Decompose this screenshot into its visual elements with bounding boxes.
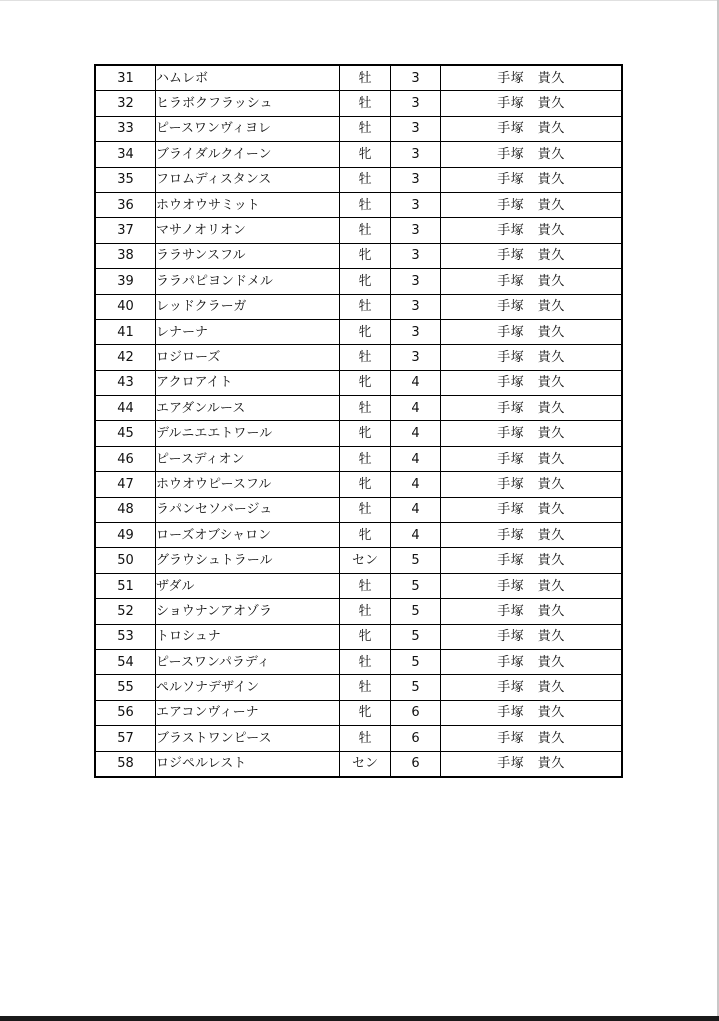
horse-sex: 牡 bbox=[340, 294, 391, 319]
horse-sex: 牝 bbox=[340, 523, 391, 548]
horse-number: 45 bbox=[95, 421, 156, 446]
horse-number: 55 bbox=[95, 675, 156, 700]
horse-number: 43 bbox=[95, 370, 156, 395]
table-row bbox=[95, 91, 622, 116]
horse-age: 3 bbox=[391, 116, 441, 141]
trainer-name: 手塚 貴久 bbox=[441, 218, 623, 243]
trainer-name: 手塚 貴久 bbox=[441, 446, 623, 471]
horse-sex: 牝 bbox=[340, 370, 391, 395]
horse-sex: 牡 bbox=[340, 726, 391, 751]
horse-number: 37 bbox=[95, 218, 156, 243]
table-row bbox=[95, 218, 622, 243]
horse-sex: 牝 bbox=[340, 269, 391, 294]
horse-age: 4 bbox=[391, 370, 441, 395]
horse-number: 49 bbox=[95, 523, 156, 548]
horse-number: 52 bbox=[95, 599, 156, 624]
trainer-name: 手塚 貴久 bbox=[441, 116, 623, 141]
trainer-name: 手塚 貴久 bbox=[441, 624, 623, 649]
table-row bbox=[95, 446, 622, 471]
horse-sex: 牡 bbox=[340, 599, 391, 624]
trainer-name: 手塚 貴久 bbox=[441, 243, 623, 268]
horse-age: 3 bbox=[391, 345, 441, 370]
horse-name: ペルソナデザイン bbox=[156, 675, 340, 700]
horse-age: 4 bbox=[391, 421, 441, 446]
horse-name: レッドクラーガ bbox=[156, 294, 340, 319]
horse-sex: 牡 bbox=[340, 446, 391, 471]
horse-age: 3 bbox=[391, 192, 441, 217]
horse-name: ララパピヨンドメル bbox=[156, 269, 340, 294]
horse-number: 53 bbox=[95, 624, 156, 649]
table-row bbox=[95, 675, 622, 700]
table-row bbox=[95, 370, 622, 395]
horse-name: ヒラボクフラッシュ bbox=[156, 91, 340, 116]
horse-number: 46 bbox=[95, 446, 156, 471]
horse-number: 47 bbox=[95, 472, 156, 497]
trainer-name: 手塚 貴久 bbox=[441, 472, 623, 497]
horse-age: 3 bbox=[391, 167, 441, 192]
trainer-name: 手塚 貴久 bbox=[441, 700, 623, 725]
trainer-name: 手塚 貴久 bbox=[441, 421, 623, 446]
horse-name: ブラストワンピース bbox=[156, 726, 340, 751]
table-row bbox=[95, 624, 622, 649]
horse-age: 3 bbox=[391, 243, 441, 268]
horse-age: 5 bbox=[391, 599, 441, 624]
trainer-name: 手塚 貴久 bbox=[441, 751, 623, 777]
horse-age: 5 bbox=[391, 624, 441, 649]
horse-number: 36 bbox=[95, 192, 156, 217]
trainer-name: 手塚 貴久 bbox=[441, 167, 623, 192]
trainer-name: 手塚 貴久 bbox=[441, 319, 623, 344]
horse-name: ララサンスフル bbox=[156, 243, 340, 268]
trainer-name: 手塚 貴久 bbox=[441, 649, 623, 674]
trainer-name: 手塚 貴久 bbox=[441, 294, 623, 319]
horse-age: 6 bbox=[391, 700, 441, 725]
horse-age: 4 bbox=[391, 472, 441, 497]
horse-name: レナーナ bbox=[156, 319, 340, 344]
trainer-name: 手塚 貴久 bbox=[441, 65, 623, 91]
horse-name: エアコンヴィーナ bbox=[156, 700, 340, 725]
horse-sex: セン bbox=[340, 751, 391, 777]
horse-sex: 牝 bbox=[340, 319, 391, 344]
table-row bbox=[95, 167, 622, 192]
trainer-name: 手塚 貴久 bbox=[441, 497, 623, 522]
trainer-name: 手塚 貴久 bbox=[441, 396, 623, 421]
trainer-name: 手塚 貴久 bbox=[441, 142, 623, 167]
horse-number: 56 bbox=[95, 700, 156, 725]
horse-name: ピースワンヴィヨレ bbox=[156, 116, 340, 141]
horse-sex: 牝 bbox=[340, 700, 391, 725]
table-row bbox=[95, 497, 622, 522]
horse-list-table bbox=[94, 64, 623, 778]
horse-age: 5 bbox=[391, 675, 441, 700]
horse-name: エアダンルース bbox=[156, 396, 340, 421]
table-row bbox=[95, 319, 622, 344]
horse-age: 5 bbox=[391, 573, 441, 598]
horse-name: ラパンセソバージュ bbox=[156, 497, 340, 522]
table-row bbox=[95, 700, 622, 725]
horse-age: 3 bbox=[391, 319, 441, 344]
horse-sex: 牝 bbox=[340, 243, 391, 268]
table-row bbox=[95, 65, 622, 91]
horse-age: 3 bbox=[391, 91, 441, 116]
trainer-name: 手塚 貴久 bbox=[441, 573, 623, 598]
horse-name: アクロアイト bbox=[156, 370, 340, 395]
table-row bbox=[95, 192, 622, 217]
trainer-name: 手塚 貴久 bbox=[441, 192, 623, 217]
trainer-name: 手塚 貴久 bbox=[441, 548, 623, 573]
trainer-name: 手塚 貴久 bbox=[441, 599, 623, 624]
trainer-name: 手塚 貴久 bbox=[441, 726, 623, 751]
horse-sex: セン bbox=[340, 548, 391, 573]
horse-number: 42 bbox=[95, 345, 156, 370]
horse-sex: 牡 bbox=[340, 192, 391, 217]
page-bottom-edge bbox=[0, 1016, 719, 1021]
trainer-name: 手塚 貴久 bbox=[441, 370, 623, 395]
trainer-name: 手塚 貴久 bbox=[441, 675, 623, 700]
horse-number: 40 bbox=[95, 294, 156, 319]
horse-name: ザダル bbox=[156, 573, 340, 598]
horse-age: 4 bbox=[391, 523, 441, 548]
trainer-name: 手塚 貴久 bbox=[441, 523, 623, 548]
horse-number: 54 bbox=[95, 649, 156, 674]
horse-name: ホウオウピースフル bbox=[156, 472, 340, 497]
horse-name: フロムディスタンス bbox=[156, 167, 340, 192]
table-row bbox=[95, 472, 622, 497]
table-row bbox=[95, 243, 622, 268]
table-row bbox=[95, 345, 622, 370]
table-row bbox=[95, 548, 622, 573]
horse-name: ホウオウサミット bbox=[156, 192, 340, 217]
horse-name: ロジローズ bbox=[156, 345, 340, 370]
horse-sex: 牡 bbox=[340, 116, 391, 141]
horse-sex: 牡 bbox=[340, 218, 391, 243]
horse-age: 3 bbox=[391, 294, 441, 319]
horse-name: ロジペルレスト bbox=[156, 751, 340, 777]
horse-name: ピースワンパラディ bbox=[156, 649, 340, 674]
horse-age: 4 bbox=[391, 446, 441, 471]
table-row bbox=[95, 599, 622, 624]
table-row bbox=[95, 396, 622, 421]
horse-sex: 牡 bbox=[340, 573, 391, 598]
horse-number: 41 bbox=[95, 319, 156, 344]
horse-number: 44 bbox=[95, 396, 156, 421]
horse-age: 5 bbox=[391, 548, 441, 573]
horse-name: マサノオリオン bbox=[156, 218, 340, 243]
horse-name: ブライダルクイーン bbox=[156, 142, 340, 167]
horse-name: ショウナンアオゾラ bbox=[156, 599, 340, 624]
table-row bbox=[95, 269, 622, 294]
horse-number: 58 bbox=[95, 751, 156, 777]
table-row bbox=[95, 116, 622, 141]
table-row bbox=[95, 142, 622, 167]
horse-name: トロシュナ bbox=[156, 624, 340, 649]
horse-sex: 牡 bbox=[340, 345, 391, 370]
table-row bbox=[95, 421, 622, 446]
horse-number: 39 bbox=[95, 269, 156, 294]
horse-number: 48 bbox=[95, 497, 156, 522]
horse-number: 34 bbox=[95, 142, 156, 167]
horse-name: ローズオブシャロン bbox=[156, 523, 340, 548]
document-page bbox=[94, 64, 623, 778]
horse-number: 32 bbox=[95, 91, 156, 116]
horse-sex: 牡 bbox=[340, 91, 391, 116]
horse-age: 3 bbox=[391, 218, 441, 243]
horse-sex: 牡 bbox=[340, 675, 391, 700]
horse-name: グラウシュトラール bbox=[156, 548, 340, 573]
horse-age: 6 bbox=[391, 751, 441, 777]
table-row bbox=[95, 751, 622, 777]
horse-name: ハムレボ bbox=[156, 65, 340, 91]
horse-sex: 牡 bbox=[340, 649, 391, 674]
trainer-name: 手塚 貴久 bbox=[441, 345, 623, 370]
table-row bbox=[95, 649, 622, 674]
horse-sex: 牝 bbox=[340, 142, 391, 167]
trainer-name: 手塚 貴久 bbox=[441, 91, 623, 116]
horse-age: 4 bbox=[391, 497, 441, 522]
horse-age: 6 bbox=[391, 726, 441, 751]
table-row bbox=[95, 294, 622, 319]
horse-number: 33 bbox=[95, 116, 156, 141]
horse-sex: 牡 bbox=[340, 65, 391, 91]
horse-age: 3 bbox=[391, 269, 441, 294]
horse-age: 4 bbox=[391, 396, 441, 421]
page-top-edge bbox=[0, 0, 719, 1]
horse-age: 3 bbox=[391, 142, 441, 167]
horse-name: ピースディオン bbox=[156, 446, 340, 471]
horse-age: 3 bbox=[391, 65, 441, 91]
trainer-name: 手塚 貴久 bbox=[441, 269, 623, 294]
horse-number: 35 bbox=[95, 167, 156, 192]
horse-sex: 牡 bbox=[340, 167, 391, 192]
horse-number: 57 bbox=[95, 726, 156, 751]
horse-sex: 牡 bbox=[340, 497, 391, 522]
horse-list-body bbox=[95, 65, 622, 777]
horse-age: 5 bbox=[391, 649, 441, 674]
horse-sex: 牝 bbox=[340, 624, 391, 649]
horse-number: 51 bbox=[95, 573, 156, 598]
table-row bbox=[95, 523, 622, 548]
horse-sex: 牡 bbox=[340, 396, 391, 421]
table-row bbox=[95, 573, 622, 598]
horse-sex: 牝 bbox=[340, 421, 391, 446]
horse-number: 31 bbox=[95, 65, 156, 91]
horse-number: 50 bbox=[95, 548, 156, 573]
table-row bbox=[95, 726, 622, 751]
horse-number: 38 bbox=[95, 243, 156, 268]
horse-sex: 牝 bbox=[340, 472, 391, 497]
horse-name: デルニエエトワール bbox=[156, 421, 340, 446]
